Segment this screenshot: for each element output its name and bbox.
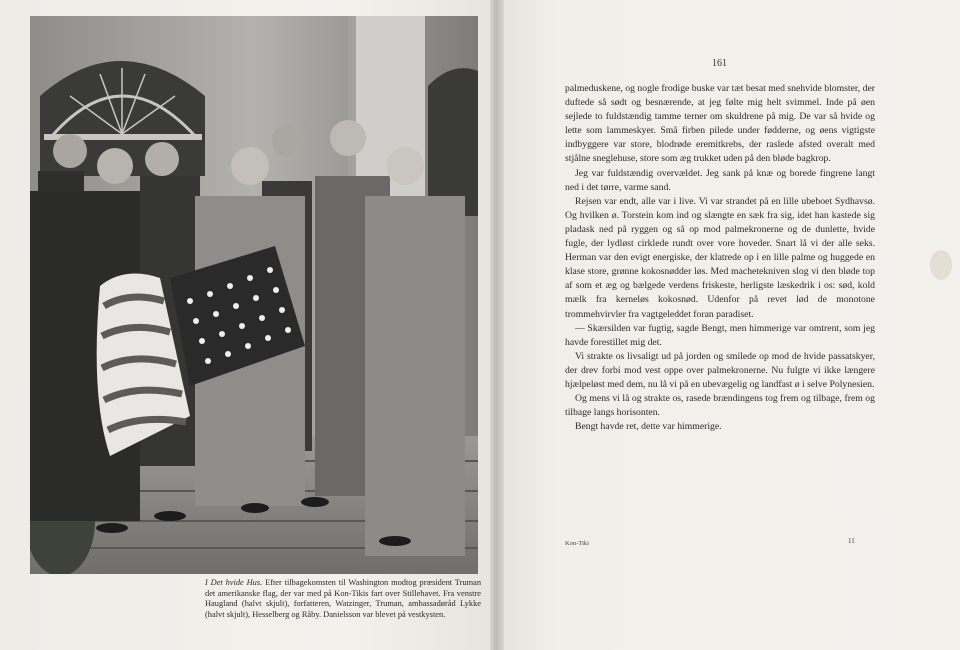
footer-book-title: Kon-Tiki <box>565 540 589 547</box>
page-number: 161 <box>712 58 727 69</box>
paragraph: Bengt havde ret, dette var himmerige. <box>575 421 722 433</box>
paragraph: Og mens vi lå og strakte os, rasede brændingens tog frem og tilbage, frem og tilbage langs horisonten. <box>565 393 875 419</box>
paragraph: Jeg var fuldstændig overvældet. Jeg sank på knæ og borede fingrene langt ned i det tørre, varme sand. <box>565 167 875 193</box>
photo-white-house <box>30 16 478 574</box>
book-gutter <box>490 0 504 650</box>
footer-signature-mark: 11 <box>848 537 855 545</box>
paper-stain <box>930 250 952 280</box>
caption-text: Efter tilbagekomsten til Washington modtog præsident Truman det amerikanske flag, der var med på Kon-Tikis fart over Stillehavet. Fra venstre Haugland (halvt skjult), forfatteren, Watzinger, Truman, ambassadøråd Lykke (halvt skjult), Hesselberg og Råby. Danielsson var blevet på vestkysten. <box>205 578 482 619</box>
caption-lead: I Det hvide Hus. <box>205 578 263 587</box>
paragraph: Rejsen var endt, alle var i live. Vi var strandet på en lille ubeboet Sydhavsø. Og hvilken ø. Torstein kom ind og slængte en sæk fra sig, idet han kastede sig pladask ned på ryggen og så op mod palmekronerne og de dunlette, hvide fugle, der lydløst cirklede rundt over vore hoveder. Snart lå vi der alle seks. Herman var den evigt energiske, der klatrede op i en lille palme og huggede en klase store, grønne kokosnødder løs. Med machetekniven slog vi den bløde top af som et æg og bælgede verdens friskeste, herligste læskedrik i os: sød, kold mælk fra kerneløs kokosnød. Udenfor på revet lød de monotone trommehvirvler fra vagtgeleddet foran paradiset. <box>565 195 875 320</box>
body-text <box>565 82 875 434</box>
paragraph: Vi strakte os livsaligt ud på jorden og smilede op mod de hvide passatskyer, der drev forbi mod vest oppe over palmekronerne. Nu fulgte vi ikke længere hjælpeløst med dem, nu lå vi på en ubevægelig og landfast ø i selve Polynesien. <box>565 350 875 390</box>
paragraph: palmeduskene, og nogle frodige buske var tæt besat med snehvide blomster, der duftede så sødt og besnærende, at jeg følte mig helt svimmel. Inde på øen sejlede to fuldstændig tamme terner om skuldrene på mig. De var så hvide og lette som lammeskyer. Små firben pilede under fødderne, og øens vigtigste indbyggere var store, blodrøde eremitkrebs, der raslede afsted overalt med stjålne sneglehuse, store som æg trukket uden på den bløde bagkrop. <box>565 83 875 165</box>
photo-illustration <box>30 16 478 574</box>
photo-caption <box>205 578 481 620</box>
paragraph: — Skærsilden var fugtig, sagde Bengt, men himmerige var omtrent, som jeg havde forestillet mig det. <box>565 322 875 348</box>
